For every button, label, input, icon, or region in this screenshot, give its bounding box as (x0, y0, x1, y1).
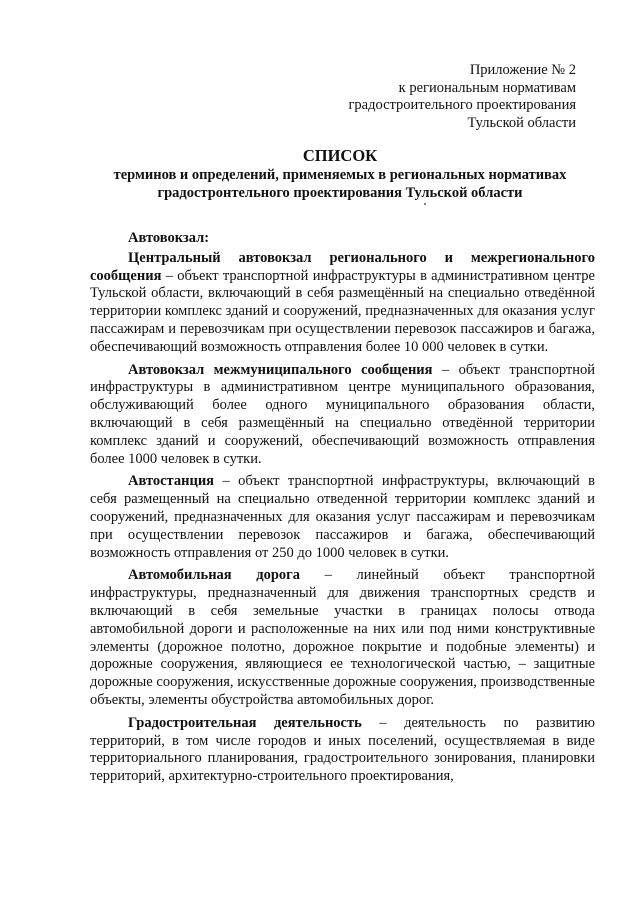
scan-speck (424, 203, 426, 205)
appendix-line: к региональным нормативам (398, 79, 576, 96)
definition-text: – линейный объект транспортной инфраструктуры, предназначенный для движения транспортных средств и включающий в себя земельные участки в границах полосы отвода автомобильной дороги и расположенные на них или под ними конструктивные элементы (дорожное полотно, дорожное покрытие и подобные элементы) и дорожные сооружения, являющиеся ее технологической частью, – защитные дорожные сооружения, искусственные дорожные сооружения, производственные объекты, элементы обустройства автомобильных дорог. (90, 567, 595, 708)
document-title: СПИСОК (302, 146, 378, 165)
document-subtitle (60, 166, 620, 202)
definition-paragraph (90, 362, 595, 469)
definition-paragraph (90, 473, 595, 562)
document-body (90, 230, 595, 791)
appendix-number: Приложение № 2 (469, 62, 576, 78)
appendix-header (296, 62, 576, 132)
definition-text: – объект транспортной инфраструктуры, включающий в себя размещенный на специально отведенной территории комплекс зданий и сооружений, предназначенных для оказания услуг пассажирам и перевозчикам при осуществлении перевозок пассажиров и багажа, обеспечивающий возможность отправления от 250 до 1000 человек в сутки. (90, 473, 595, 561)
appendix-line: Тульской области (467, 114, 576, 131)
appendix-line: градостроительного проектирования (348, 97, 576, 113)
definition-paragraph (90, 715, 595, 786)
definition-text: – объект транспортной инфраструктуры в административном центре муниципального образования, обслуживающий более одного муниципального образования области, включающий в себя размещённый на специально отведённой территории комплекс зданий и сооружений, обеспечивающий возможность отправления более 1000 человек в сутки. (90, 361, 595, 467)
section-heading: Автовокзал: (128, 230, 210, 246)
definition-text: – деятельность по развитию территорий, в том числе городов и иных поселений, осуществляемая в виде территориального планирования, градостроительного зонирования, планировки территорий, архитектурно-строительного проектирования, (90, 714, 595, 785)
definition-paragraph (90, 250, 595, 357)
term: Градостроительная деятельность (128, 714, 362, 731)
subtitle-line: терминов и определений, применяемых в региональных нормативах (113, 167, 567, 183)
definition-paragraph (90, 567, 595, 709)
term: Автомобильная дорога (128, 567, 301, 584)
term: Автостанция (128, 473, 215, 490)
term: Автовокзал межмуниципального сообщения (128, 361, 433, 378)
subtitle-line: градостронтельного проектирования Тульской области (157, 185, 523, 201)
term: Центральный автовокзал регионального и межрегионального сообщения (90, 249, 595, 284)
definition-text: – объект транспортной инфраструктуры в административном центре Тульской области, включающий в себя размещённый на специально отведённой территории комплекс зданий и сооружений, предназначенных для оказания услуг пассажирам и перевозчикам при осуществлении перевозок пассажиров и багажа, обеспечивающий возможность отправления более 10 000 человек в сутки. (90, 267, 595, 355)
